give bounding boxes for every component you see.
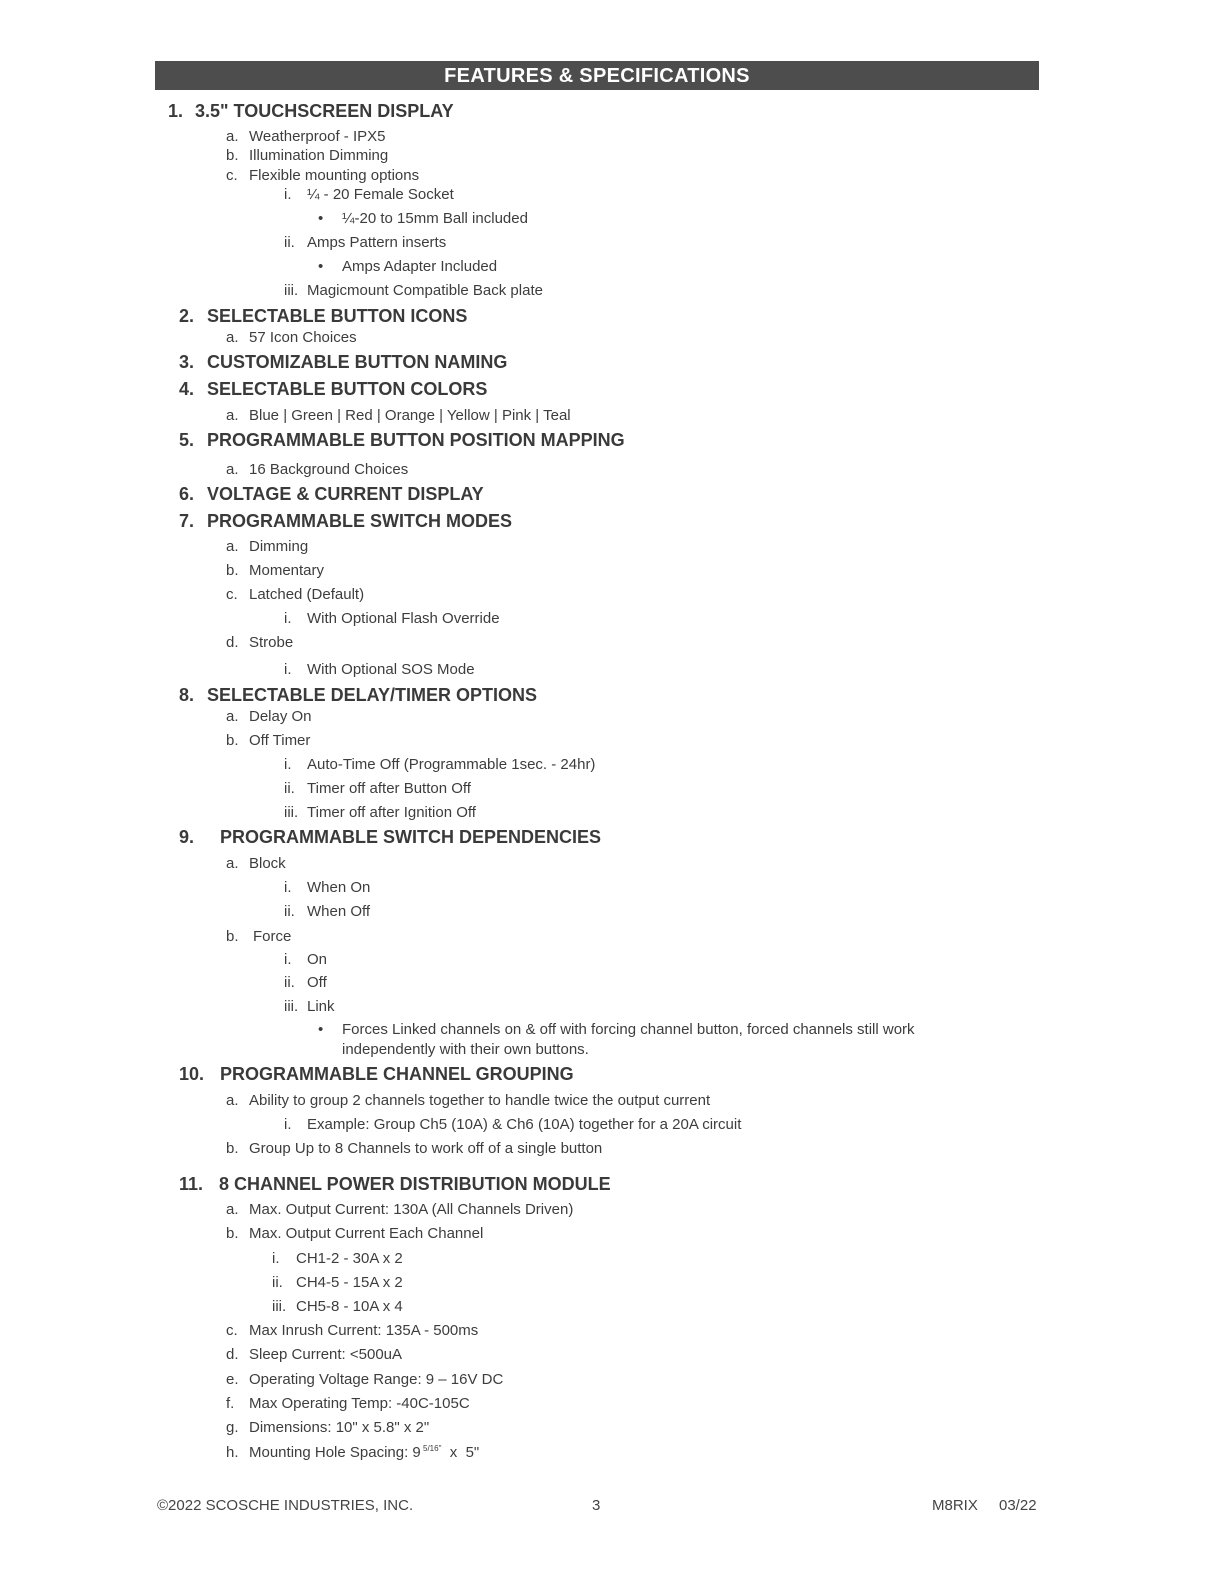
list-item [226, 855, 286, 872]
bullet-marker: • [318, 210, 324, 227]
list-item [226, 1322, 478, 1339]
section-heading [179, 511, 512, 532]
list-marker: a. [226, 1092, 239, 1109]
heading-text: CUSTOMIZABLE BUTTON NAMING [207, 352, 508, 372]
list-marker: ii. [284, 234, 295, 251]
list-marker: ii. [284, 903, 295, 920]
section-heading [179, 1174, 611, 1195]
list-item [284, 998, 335, 1015]
list-marker: 5. [179, 430, 195, 450]
list-marker: i. [284, 756, 292, 773]
list-item [226, 1346, 402, 1363]
heading-text: 8 CHANNEL POWER DISTRIBUTION MODULE [219, 1174, 611, 1194]
list-marker: 1. [168, 101, 184, 121]
list-item [284, 951, 327, 968]
list-marker: b. [226, 928, 239, 945]
bullet-marker: • [318, 1021, 324, 1038]
item-text: Ability to group 2 channels together to handle twice the output current [249, 1092, 711, 1109]
footer-model: M8RIX [932, 1497, 978, 1514]
item-text: Block [249, 855, 286, 872]
list-marker: iii. [284, 282, 299, 299]
section-heading [179, 430, 625, 451]
section-heading [168, 101, 454, 122]
list-marker: i. [284, 661, 292, 678]
list-marker: 10. [179, 1064, 205, 1084]
list-item [226, 167, 419, 184]
list-item [284, 610, 500, 627]
list-marker: 6. [179, 484, 195, 504]
item-text: Operating Voltage Range: 9 – 16V DC [249, 1371, 504, 1388]
list-item [226, 1225, 483, 1242]
section-heading [179, 379, 487, 400]
list-marker: iii. [284, 998, 299, 1015]
item-text: With Optional Flash Override [307, 610, 500, 627]
item-text-suffix: x 5" [441, 1444, 480, 1461]
item-text: Amps Adapter Included [342, 258, 498, 275]
list-item [284, 879, 370, 896]
list-marker: a. [226, 461, 239, 478]
heading-text: VOLTAGE & CURRENT DISPLAY [207, 484, 484, 504]
list-marker: d. [226, 634, 239, 651]
list-marker: 7. [179, 511, 195, 531]
list-item [226, 708, 312, 725]
section-heading [179, 306, 467, 327]
heading-text: PROGRAMMABLE BUTTON POSITION MAPPING [207, 430, 625, 450]
item-text: CH4-5 - 15A x 2 [296, 1274, 403, 1291]
item-text: Timer off after Ignition Off [307, 804, 476, 821]
heading-text: SELECTABLE BUTTON COLORS [207, 379, 488, 399]
list-marker: a. [226, 708, 239, 725]
list-item [226, 1419, 429, 1436]
heading-text: SELECTABLE BUTTON ICONS [207, 306, 468, 326]
list-item [318, 210, 528, 227]
section-banner: FEATURES & SPECIFICATIONS [155, 61, 1039, 90]
heading-text: 3.5" TOUCHSCREEN DISPLAY [195, 101, 454, 121]
list-marker: 8. [179, 685, 195, 705]
list-marker: 4. [179, 379, 195, 399]
item-text: Weatherproof - IPX5 [249, 128, 386, 145]
list-marker: b. [226, 562, 239, 579]
list-item [226, 586, 364, 603]
list-marker: a. [226, 538, 239, 555]
item-text: When On [307, 879, 371, 896]
list-item [284, 756, 595, 773]
list-item [226, 1371, 503, 1388]
item-text: Max. Output Current: 130A (All Channels Driven) [249, 1201, 574, 1218]
list-item [284, 1116, 741, 1133]
item-text: Off [307, 974, 327, 991]
heading-text: PROGRAMMABLE CHANNEL GROUPING [220, 1064, 574, 1084]
item-text: Flexible mounting options [249, 167, 420, 184]
item-text: Forces Linked channels on & off with forcing channel button, forced channels still work [342, 1021, 915, 1038]
list-marker: i. [284, 610, 292, 627]
item-text: Strobe [249, 634, 294, 651]
list-marker: 9. [179, 827, 195, 847]
item-text: When Off [307, 903, 371, 920]
item-text: Blue | Green | Red | Orange | Yellow | Pink | Teal [249, 407, 571, 424]
list-marker: a. [226, 1201, 239, 1218]
list-item [284, 186, 454, 203]
item-text: Latched (Default) [249, 586, 365, 603]
bullet-marker: • [318, 258, 324, 275]
list-item [272, 1250, 403, 1267]
item-text: Timer off after Button Off [307, 780, 471, 797]
item-text: Group Up to 8 Channels to work off of a single button [249, 1140, 603, 1157]
item-text: 16 Background Choices [249, 461, 409, 478]
list-marker: iii. [284, 804, 299, 821]
list-item [226, 1140, 602, 1157]
list-marker: f. [226, 1395, 235, 1412]
list-item [226, 329, 357, 346]
list-item [284, 804, 476, 821]
list-marker: b. [226, 147, 239, 164]
section-heading [179, 484, 484, 505]
item-text: ¼ - 20 Female Socket [307, 186, 454, 203]
item-text: 57 Icon Choices [249, 329, 357, 346]
list-item [272, 1274, 403, 1291]
list-marker: c. [226, 167, 238, 184]
list-item [226, 147, 388, 164]
list-item [284, 903, 370, 920]
list-item [226, 634, 293, 651]
list-marker: h. [226, 1444, 239, 1461]
list-marker: i. [284, 951, 292, 968]
item-text: CH1-2 - 30A x 2 [296, 1250, 403, 1267]
list-item [226, 1092, 710, 1109]
list-marker: i. [284, 186, 292, 203]
item-text: Max Operating Temp: -40C-105C [249, 1395, 470, 1412]
item-text: Example: Group Ch5 (10A) & Ch6 (10A) together for a 20A circuit [307, 1116, 742, 1133]
item-text: Max. Output Current Each Channel [249, 1225, 484, 1242]
list-marker: e. [226, 1371, 239, 1388]
heading-text: SELECTABLE DELAY/TIMER OPTIONS [207, 685, 538, 705]
list-item [284, 974, 327, 991]
list-marker: iii. [272, 1298, 287, 1315]
section-heading [179, 685, 537, 706]
footer-copyright: ©2022 SCOSCHE INDUSTRIES, INC. [157, 1497, 414, 1514]
list-item [226, 562, 324, 579]
list-marker: i. [272, 1250, 280, 1267]
item-text: Momentary [249, 562, 325, 579]
list-marker: b. [226, 732, 239, 749]
fraction-superscript: 5/16" [420, 1444, 442, 1453]
item-text: Off Timer [249, 732, 311, 749]
list-item [226, 1201, 573, 1218]
list-marker: a. [226, 407, 239, 424]
section-heading [179, 1064, 574, 1085]
item-text: Force [253, 928, 292, 945]
list-item [284, 780, 471, 797]
list-marker: g. [226, 1419, 239, 1436]
item-text: On [307, 951, 328, 968]
list-item [284, 661, 475, 678]
section-heading [179, 352, 507, 373]
list-item [226, 1444, 479, 1461]
item-text: Auto-Time Off (Programmable 1sec. - 24hr) [307, 756, 596, 773]
list-item [284, 282, 543, 299]
item-text: ¼-20 to 15mm Ball included [342, 210, 528, 227]
list-marker: b. [226, 1140, 239, 1157]
item-text: CH5-8 - 10A x 4 [296, 1298, 403, 1315]
list-marker: ii. [284, 780, 295, 797]
item-text: Magicmount Compatible Back plate [307, 282, 543, 299]
list-marker: i. [284, 1116, 292, 1133]
list-marker: a. [226, 855, 239, 872]
footer-date: 03/22 [999, 1497, 1037, 1514]
section-heading [179, 827, 601, 848]
heading-text: PROGRAMMABLE SWITCH MODES [207, 511, 512, 531]
footer-page-number: 3 [592, 1497, 601, 1514]
list-item [226, 128, 385, 145]
list-marker: a. [226, 128, 239, 145]
item-text: Dimming [249, 538, 309, 555]
item-text: Link [307, 998, 335, 1015]
item-text: Delay On [249, 708, 312, 725]
list-marker: ii. [272, 1274, 283, 1291]
list-marker: 3. [179, 352, 195, 372]
list-marker: 11. [179, 1174, 204, 1194]
list-item [318, 258, 497, 275]
list-marker: d. [226, 1346, 239, 1363]
list-marker: b. [226, 1225, 239, 1242]
item-text: independently with their own buttons. [342, 1041, 589, 1058]
list-marker: a. [226, 329, 239, 346]
list-item [318, 1041, 589, 1058]
item-text: Sleep Current: <500uA [249, 1346, 403, 1363]
item-text: Amps Pattern inserts [307, 234, 447, 251]
list-item [284, 234, 446, 251]
list-item [272, 1298, 403, 1315]
item-text: With Optional SOS Mode [307, 661, 475, 678]
item-text: Mounting Hole Spacing: 9 [249, 1444, 421, 1461]
list-marker: ii. [284, 974, 295, 991]
item-text: Dimensions: 10" x 5.8" x 2" [249, 1419, 430, 1436]
list-marker: c. [226, 1322, 238, 1339]
list-item [226, 1395, 470, 1412]
list-marker: c. [226, 586, 238, 603]
list-item [226, 461, 408, 478]
list-item [318, 1021, 915, 1038]
item-text: Illumination Dimming [249, 147, 389, 164]
list-marker: i. [284, 879, 292, 896]
list-item [226, 407, 571, 424]
list-item [226, 732, 310, 749]
list-item [226, 928, 291, 945]
list-item [226, 538, 308, 555]
heading-text: PROGRAMMABLE SWITCH DEPENDENCIES [220, 827, 602, 847]
item-text: Max Inrush Current: 135A - 500ms [249, 1322, 479, 1339]
list-marker: 2. [179, 306, 195, 326]
